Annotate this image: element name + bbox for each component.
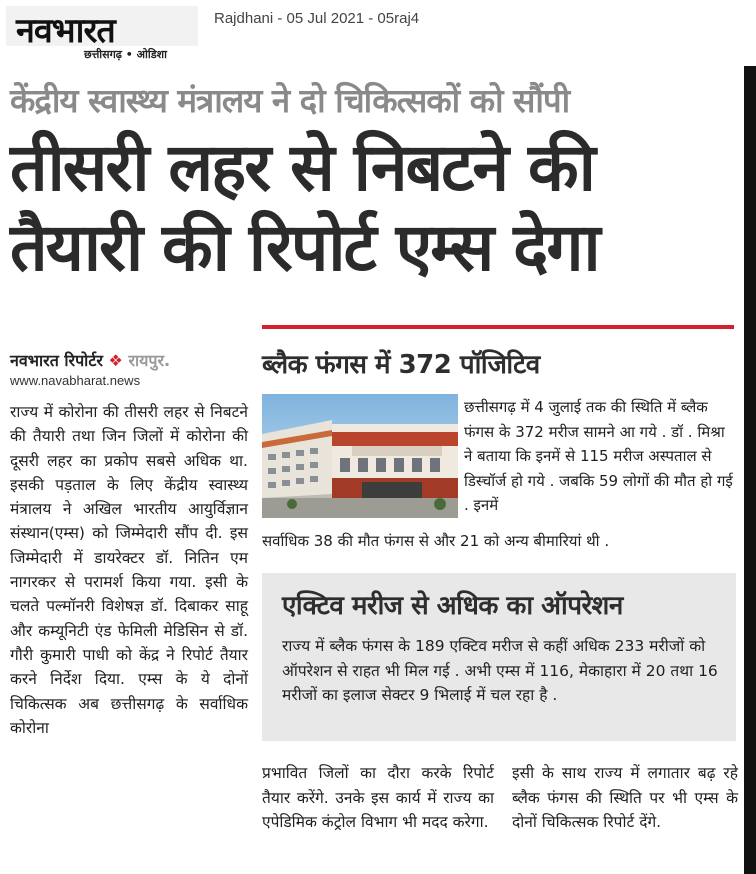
sidebar-text-continued: सर्वाधिक 38 की मौत फंगस से और 21 को अन्य बीमारियां थी .: [262, 532, 610, 550]
sidebar-title: ब्लैक फंगस में 372 पॉजिटिव: [262, 350, 540, 380]
article-column-right: इसी के साथ राज्य में लगातार बढ़ रहे ब्लैक फंगस की स्थिति पर भी एम्स के दोनों चिकित्सक रिपोर्ट देंगे.: [512, 764, 738, 831]
kicker-headline: केंद्रीय स्वास्थ्य मंत्रालय ने दो चिकित्सकों को सौंपी: [10, 81, 570, 120]
page-edge-border: [744, 66, 756, 874]
highlight-box-title: एक्टिव मरीज से अधिक का ऑपरेशन: [282, 591, 623, 621]
byline: [10, 349, 170, 371]
main-headline: [10, 128, 599, 288]
website-url: www.navabharat.news: [10, 373, 141, 388]
highlight-box-text: राज्य में ब्लैक फंगस के 189 एक्टिव मरीज से कहीं अधिक 233 मरीजों को ऑपरेशन से राहत भी मिल गई . अभी एम्स में 116, मेकाहारा में 20 तथा 16 मरीजों का इलाज सेक्टर 9 भिलाई में चल रहा है .: [282, 637, 718, 704]
logo-text: नवभारत: [16, 11, 115, 51]
sidebar-text: छत्तीसगढ़ में 4 जुलाई तक की स्थिति में ब्लैक फंगस के 372 मरीज सामने आ गये . डॉ . मिश्रा ने बताया कि इनमें से 115 मरीज अस्पताल से डिस्चॉर्ज हो गये . जबकि 59 लोगों की मौत हो गई . इनमें: [464, 398, 733, 514]
newspaper-logo: [6, 6, 198, 51]
article-column-left: राज्य में कोरोना की तीसरी लहर से निबटने की तैयारी तथा जिन जिलों में कोरोना की दूसरी लहर का प्रकोप सबसे अधिक था. इसकी पड़ताल के लिए केंद्रीय स्वास्थ्य मंत्रालय ने अखिल भारतीय आयुर्विज्ञान संस्थान(एम्स) को जिम्मेदारी सौंप दी. इस जिम्मेदारी में डायरेक्टर डॉ. नितिन एम नागरकर से परामर्श किया गया. इसी के चलते पल्मॉनरी विशेषज्ञ डॉ. दिबाकर साहू और कम्यूनिटी एंड फेमिली मेडिसिन से डॉ. गौरी कुमारी पाधी को केंद्र ने रिपोर्ट तैयार करने निर्देश दिया. एम्स के ये दोनों चिकित्सक अब छत्तीसगढ़ के सर्वाधिक कोरोना: [10, 403, 248, 737]
headline-line-1: तीसरी लहर से निबटने की: [10, 129, 594, 206]
edition-label: छत्तीसगढ़ • ओडिशा: [84, 48, 167, 61]
red-divider: [262, 325, 734, 329]
page-meta: Rajdhani - 05 Jul 2021 - 05raj4: [214, 10, 420, 27]
masthead: [0, 0, 756, 62]
diamond-icon: ❖: [108, 351, 123, 370]
hospital-building-image: [262, 394, 458, 518]
byline-paper: नवभारत रिपोर्टर: [10, 351, 103, 370]
article-column-middle: प्रभावित जिलों का दौरा करके रिपोर्ट तैयार करेंगे. उनके इस कार्य में राज्य का एपेडिमिक कंट्रोल विभाग भी मदद करेगा.: [262, 764, 494, 831]
headline-line-2: तैयारी की रिपोर्ट एम्स देगा: [10, 209, 599, 286]
byline-city: रायपुर.: [128, 351, 171, 370]
